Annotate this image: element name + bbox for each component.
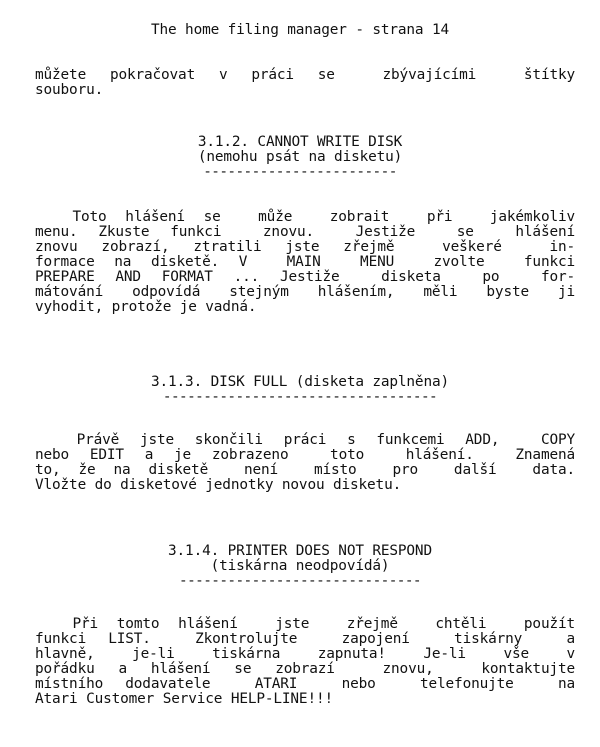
section-title: 3.1.2. CANNOT WRITE DISK — [197, 134, 403, 150]
text-line: menu. Zkuste funkci znovu. Jestiže se hlášení — [35, 224, 575, 240]
text-line: Atari Customer Service HELP-LINE!!! — [35, 691, 333, 707]
section-heading-3-1-3 — [0, 375, 600, 405]
text-line: pořádku a hlášení se zobrazí znovu, kontaktujte — [35, 661, 575, 677]
page-header: The home filing manager - strana 14 — [151, 22, 449, 38]
text-line: můžete pokračovat v práci se zbývajícími štítky — [35, 67, 575, 83]
text-line: Toto hlášení se může zobrait při jakémkoliv — [35, 209, 575, 225]
text-line: to, že na disketě není místo pro další data. — [35, 462, 575, 478]
text-line: znovu zobrazí, ztratili jste zřejmě veškeré in- — [35, 239, 575, 255]
section-title: 3.1.3. DISK FULL (disketa zaplněna) — [151, 374, 449, 390]
text-line: souboru. — [35, 82, 104, 98]
text-line: mátování odpovídá stejným hlášením, měli byste ji — [35, 284, 575, 300]
section-title: 3.1.4. PRINTER DOES NOT RESPOND — [168, 543, 432, 559]
text-line: PREPARE AND FORMAT ... Jestiže disketa po for- — [35, 269, 575, 285]
text-line: Vložte do disketové jednotky novou disketu. — [35, 477, 402, 493]
section-underline: ---------------------------------- — [162, 389, 438, 405]
section-underline: ------------------------------ — [179, 573, 421, 589]
section-heading-3-1-4 — [0, 544, 600, 589]
text-line: formace na disketě. V MAIN MENU zvolte funkci — [35, 254, 575, 270]
text-line: Při tomto hlášení jste zřejmě chtěli použít — [35, 616, 575, 632]
section-body-3-1-3 — [35, 433, 575, 493]
section-underline: ------------------------ — [203, 164, 397, 180]
intro-paragraph — [35, 68, 575, 98]
text-line: Právě jste skončili práci s funkcemi ADD, COPY — [35, 432, 575, 448]
section-body-3-1-2 — [35, 210, 575, 315]
section-subtitle: (nemohu psát na disketu) — [197, 149, 403, 165]
text-line: hlavně, je-li tiskárna zapnuta! Je-li vše v — [35, 646, 575, 662]
section-body-3-1-4 — [35, 617, 575, 707]
section-heading-3-1-2 — [0, 135, 600, 180]
text-line: vyhodit, protože je vadná. — [35, 299, 257, 315]
section-subtitle: (tiskárna neodpovídá) — [210, 558, 390, 574]
text-line: funkci LIST. Zkontrolujte zapojení tiskárny a — [35, 631, 575, 647]
text-line: nebo EDIT a je zobrazeno toto hlášení. Znamená — [35, 447, 575, 463]
text-line: místního dodavatele ATARI nebo telefonujte na — [35, 676, 575, 692]
